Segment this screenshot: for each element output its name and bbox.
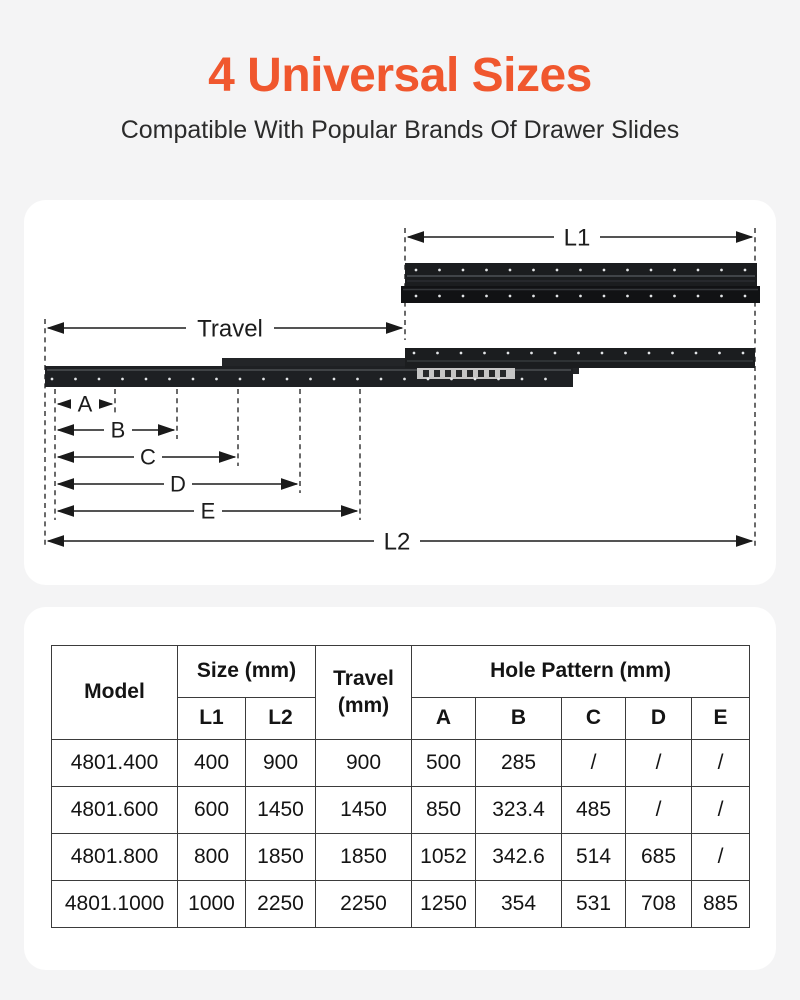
table-row — [52, 787, 750, 834]
cell-b: 285 — [476, 740, 562, 787]
col-header-l1: L1 — [178, 698, 246, 740]
cell-model: 4801.1000 — [52, 881, 178, 928]
cell-d: 708 — [626, 881, 692, 928]
cell-l1: 800 — [178, 834, 246, 881]
cell-model: 4801.600 — [52, 787, 178, 834]
table-header-row-groups — [52, 646, 750, 698]
cell-l1: 400 — [178, 740, 246, 787]
dimension-label-e: E — [200, 498, 216, 524]
dimension-label-d: D — [170, 471, 186, 497]
cell-d: 685 — [626, 834, 692, 881]
cell-b: 354 — [476, 881, 562, 928]
closed-slide-illustration — [401, 263, 760, 303]
col-header-travel-line2: (mm) — [337, 693, 390, 717]
col-header-travel — [316, 646, 412, 740]
cell-a: 1250 — [412, 881, 476, 928]
col-header-l2: L2 — [246, 698, 316, 740]
cell-travel: 1450 — [316, 787, 412, 834]
page-title: 4 Universal Sizes — [208, 49, 592, 102]
cell-travel: 900 — [316, 740, 412, 787]
cell-c: 514 — [562, 834, 626, 881]
dimension-label-a: A — [77, 391, 93, 417]
cell-a: 500 — [412, 740, 476, 787]
cell-b: 342.6 — [476, 834, 562, 881]
col-header-c: C — [562, 698, 626, 740]
extended-slide-illustration — [45, 348, 755, 387]
cell-e: / — [692, 787, 750, 834]
col-header-b: B — [476, 698, 562, 740]
cell-travel: 2250 — [316, 881, 412, 928]
dimension-label-b: B — [110, 417, 126, 443]
dimension-label-c: C — [140, 444, 156, 470]
table-row — [52, 834, 750, 881]
cell-e: / — [692, 740, 750, 787]
cell-l2: 900 — [246, 740, 316, 787]
cell-travel: 1850 — [316, 834, 412, 881]
spec-table-card — [24, 607, 776, 970]
cell-e: 885 — [692, 881, 750, 928]
cell-l1: 600 — [178, 787, 246, 834]
cell-c: 485 — [562, 787, 626, 834]
col-header-travel-line1: Travel — [333, 667, 394, 691]
spec-table — [51, 645, 750, 928]
col-header-size-group: Size (mm) — [178, 646, 316, 698]
table-row — [52, 881, 750, 928]
cell-l1: 1000 — [178, 881, 246, 928]
dimension-label-travel: Travel — [197, 315, 263, 343]
col-header-hole-pattern-group: Hole Pattern (mm) — [412, 646, 750, 698]
col-header-model: Model — [52, 646, 178, 740]
col-header-a: A — [412, 698, 476, 740]
cell-l2: 2250 — [246, 881, 316, 928]
cell-c: 531 — [562, 881, 626, 928]
cell-l2: 1850 — [246, 834, 316, 881]
cell-l2: 1450 — [246, 787, 316, 834]
col-header-d: D — [626, 698, 692, 740]
col-header-e: E — [692, 698, 750, 740]
cell-c: / — [562, 740, 626, 787]
cell-b: 323.4 — [476, 787, 562, 834]
cell-a: 1052 — [412, 834, 476, 881]
page-subtitle: Compatible With Popular Brands Of Drawer Slides — [120, 116, 680, 144]
drawer-slide-dimension-diagram — [24, 200, 776, 585]
table-row — [52, 740, 750, 787]
cell-e: / — [692, 834, 750, 881]
cell-model: 4801.400 — [52, 740, 178, 787]
diagram-card — [24, 200, 776, 585]
dimension-label-l1: L1 — [563, 224, 591, 252]
dimension-label-l2: L2 — [383, 528, 411, 556]
cell-a: 850 — [412, 787, 476, 834]
cell-d: / — [626, 740, 692, 787]
cell-model: 4801.800 — [52, 834, 178, 881]
cell-d: / — [626, 787, 692, 834]
